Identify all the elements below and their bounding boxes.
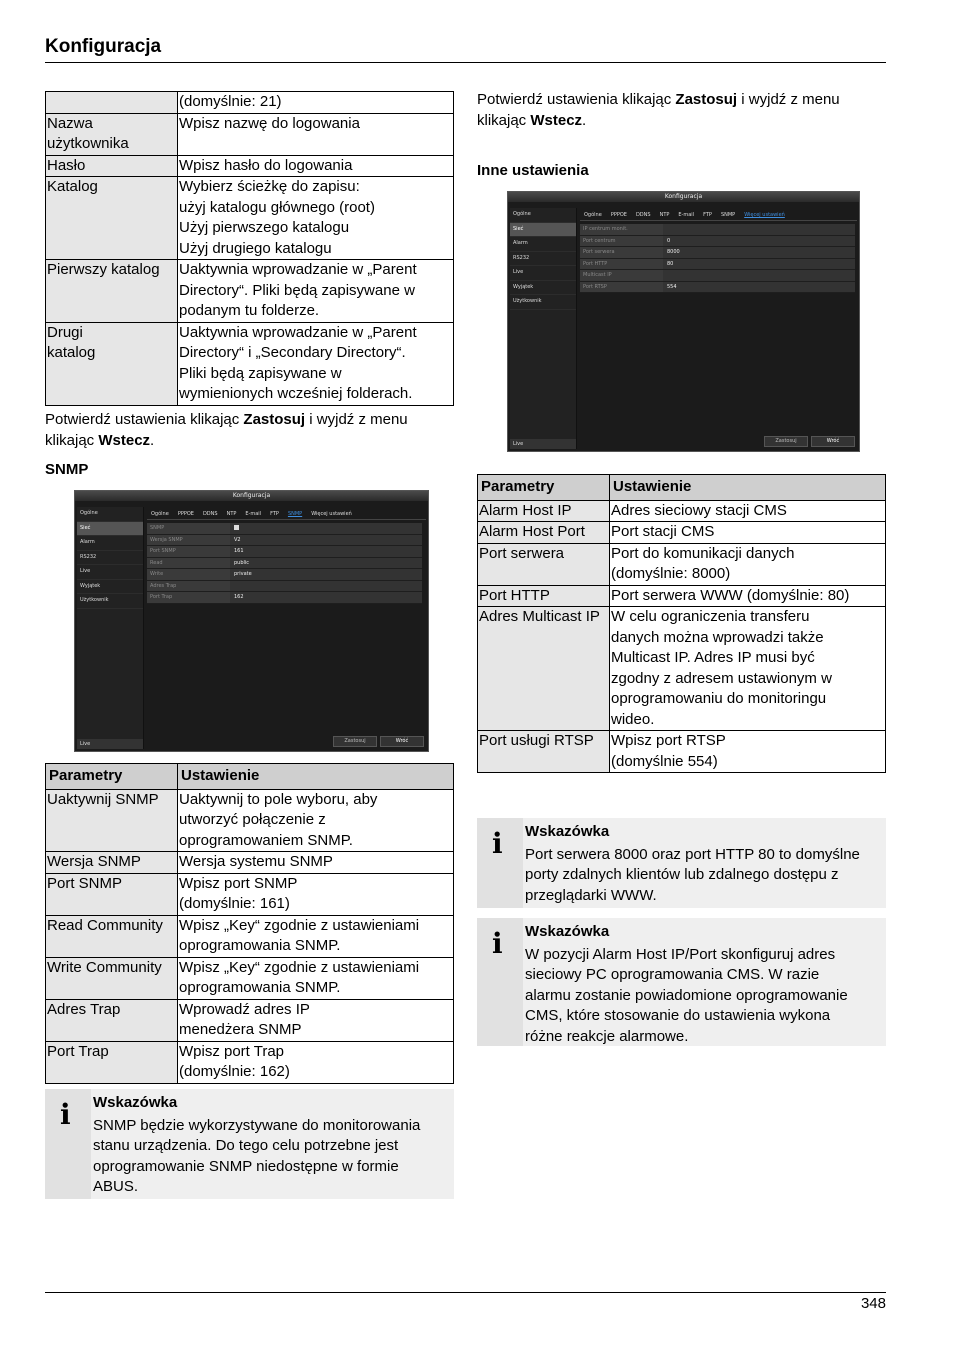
cell-line: Wpisz nazwę do logowania (179, 114, 360, 132)
tab-item[interactable]: E-mail (678, 212, 695, 218)
settings-value[interactable]: 554 (663, 282, 855, 293)
cell-line: Wpisz port SNMP (179, 874, 298, 892)
note-text-line: stanu urządzenia. Do tego celu potrzebne jest (93, 1137, 399, 1154)
tab-item[interactable]: NTP (226, 511, 237, 517)
cell-line: wideo. (611, 710, 655, 728)
screen-tabs (147, 509, 426, 520)
cell-line: Directory“. Pliki będą zapisywane w (179, 281, 415, 299)
cell-line: Wersja SNMP (47, 853, 141, 870)
settings-label: Port SNMP (147, 546, 230, 557)
note-snmp (45, 1089, 454, 1199)
settings-value[interactable]: 162 (230, 592, 422, 603)
setting-cell (610, 522, 886, 544)
table-row (46, 999, 454, 1041)
cell-line: Wpisz „Key“ zgodnie z ustawieniami (179, 916, 420, 934)
cell-line: Port serwera WWW (domyślnie: 80) (611, 586, 850, 604)
cell-line: Wprowadź adres IP (179, 1000, 310, 1018)
cell-line: (domyślnie: 162) (179, 1063, 290, 1080)
parameter-cell (46, 957, 178, 999)
ftp-settings-table (45, 91, 454, 406)
parameter-cell (46, 177, 178, 260)
note-text-line: CMS, które stosowanie do ustawienia wykona (525, 1007, 831, 1024)
note-title: Wskazówka (525, 923, 610, 940)
table-row (46, 113, 454, 155)
setting-cell (178, 260, 454, 323)
table-row (478, 607, 886, 731)
parameter-cell (46, 915, 178, 957)
parameter-cell (46, 322, 178, 405)
settings-value[interactable]: 80 (663, 259, 855, 270)
parameter-cell (478, 585, 610, 607)
cell-line: Port HTTP (479, 586, 550, 604)
settings-rows (580, 224, 855, 293)
parameter-cell (478, 522, 610, 544)
settings-row (580, 236, 855, 248)
tab-item[interactable]: SNMP (287, 511, 303, 517)
screen-sidebar (510, 208, 577, 449)
cell-line: Użyj drugiego katalogu (179, 239, 332, 257)
setting-cell (610, 500, 886, 522)
cell-line: Alarm Host IP (479, 501, 572, 519)
settings-label: IP centrum monit. (580, 224, 663, 235)
info-icon: i (492, 927, 503, 960)
settings-label: Port centrum (580, 236, 663, 247)
note-text-line: oprogramowanie SNMP niedostępne w formie (93, 1157, 399, 1175)
setting-cell (178, 177, 454, 260)
other-settings-screenshot (507, 191, 860, 452)
parameter-cell (46, 155, 178, 177)
table-row (46, 873, 454, 915)
cell-line: Port serwera (479, 544, 565, 562)
table-row (46, 1041, 454, 1083)
cell-line: wymienionych wcześniej folderach. (179, 385, 413, 402)
cell-line: zgodny z adresem ustawionym w (611, 669, 832, 687)
sidebar-live-button[interactable]: Live (510, 439, 576, 449)
note-text-line: alarmu zostanie powiadomione oprogramowanie (525, 986, 848, 1004)
cell-line: oprogramowania SNMP. (179, 937, 341, 954)
settings-row (147, 569, 422, 581)
settings-value[interactable]: 161 (230, 546, 422, 557)
screen-sidebar (77, 507, 144, 749)
sidebar-live-button[interactable]: Live (77, 739, 143, 749)
settings-row (147, 523, 422, 535)
cell-line: W celu ograniczenia transferu (611, 608, 810, 625)
settings-value[interactable]: V2 (230, 535, 422, 546)
settings-row (147, 581, 422, 593)
table-row (478, 522, 886, 544)
table-row (46, 915, 454, 957)
cell-line: Wpisz port Trap (179, 1042, 285, 1060)
tab-item[interactable]: PPPOE (177, 511, 194, 517)
note-title: Wskazówka (93, 1094, 178, 1111)
sidebar-item[interactable]: Live (510, 266, 576, 281)
back-button[interactable]: Wróć (811, 436, 855, 447)
cell-line: katalog (47, 344, 96, 361)
settings-row (580, 224, 855, 236)
settings-value[interactable]: 8000 (663, 247, 855, 258)
parameter-cell (46, 260, 178, 323)
info-icon: i (492, 827, 503, 860)
parameter-cell (46, 789, 178, 852)
cell-line: (domyślnie: 8000) (611, 565, 731, 582)
cell-line: Port SNMP (47, 874, 123, 892)
cell-line: Pliki będą zapisywane w (179, 364, 342, 382)
settings-label: Port HTTP (580, 259, 663, 270)
setting-cell (178, 789, 454, 852)
tab-item[interactable]: Więcej ustawień (744, 212, 785, 218)
note-alarm-host (477, 918, 886, 1046)
cell-line: Adres Multicast IP (479, 608, 600, 625)
settings-label: Port serwera (580, 247, 663, 258)
other-parameters-table (477, 474, 886, 773)
cell-line: Użyj pierwszego katalogu (179, 219, 350, 236)
sidebar-item[interactable]: Alarm (510, 237, 576, 252)
sidebar-item[interactable]: RS232 (510, 252, 576, 267)
cell-line: Directory“ i „Secondary Directory“. (179, 344, 406, 361)
note-text-line: ABUS. (93, 1178, 139, 1195)
cell-line: Adres Trap (47, 1000, 121, 1018)
parameter-cell (478, 731, 610, 773)
table-row (478, 543, 886, 585)
settings-value[interactable]: 0 (663, 236, 855, 247)
cell-line: danych można wprowadzi także (611, 628, 824, 646)
table-row (46, 322, 454, 405)
table-row (46, 852, 454, 874)
apply-button[interactable]: Zastosuj (764, 436, 808, 447)
cell-line: Read Community (47, 916, 163, 934)
settings-label: Read (147, 558, 230, 569)
page-number: 348 (860, 1295, 886, 1312)
tab-item[interactable]: Ogólne (151, 511, 169, 517)
note-text-line: porty zdalnych klientów lub zdalnego dostępu z (525, 866, 839, 883)
column-header-setting: Ustawienie (178, 764, 454, 790)
parameter-cell (46, 1041, 178, 1083)
setting-cell (610, 607, 886, 731)
screen-title: Konfiguracja (508, 192, 859, 202)
cell-line: użytkownika (47, 135, 129, 152)
settings-row (147, 546, 422, 558)
cell-line: Port stacji CMS (611, 523, 715, 540)
snmp-enable-checkbox[interactable] (234, 525, 239, 530)
table-row (478, 731, 886, 773)
note-text-line: W pozycji Alarm Host IP/Port skonfiguruj adres (525, 945, 836, 963)
cell-line: Uaktywnij SNMP (47, 790, 159, 808)
cell-line: Port Trap (47, 1042, 109, 1060)
cell-line: Alarm Host Port (479, 523, 585, 540)
settings-row (580, 270, 855, 282)
footer-rule (45, 1292, 886, 1293)
cell-line: użyj katalogu głównego (root) (179, 198, 375, 216)
sidebar-item[interactable]: Użytkownik (77, 594, 143, 609)
cell-line: Multicast IP. Adres IP musi być (611, 649, 815, 666)
parameter-cell (478, 607, 610, 731)
settings-label: Port Trap (147, 592, 230, 603)
setting-cell (178, 852, 454, 874)
screen-tabs (580, 210, 857, 221)
cell-line: oprogramowania SNMP. (179, 979, 341, 996)
setting-cell (178, 915, 454, 957)
tab-item[interactable]: DDNS (635, 212, 651, 218)
cell-line: (domyślnie: 161) (179, 895, 290, 912)
settings-value[interactable]: public (230, 558, 422, 569)
parameter-cell (46, 873, 178, 915)
cell-line: (domyślnie 554) (611, 752, 718, 770)
settings-row (147, 592, 422, 604)
confirm-text-right: Potwierdź ustawienia klikając Zastosuj i wyjdź z menu klikając Wstecz. (477, 91, 840, 129)
cell-line: menedżera SNMP (179, 1021, 302, 1038)
cell-line: podanym tu folderze. (179, 302, 320, 319)
settings-label: SNMP (147, 523, 230, 534)
cell-line: Adres sieciowy stacji CMS (611, 501, 787, 519)
cell-line: Wybierz ścieżkę do zapisu: (179, 178, 360, 195)
tab-item[interactable]: E-mail (245, 511, 262, 517)
note-text-line: sieciowy PC oprogramowania CMS. W razie (525, 966, 820, 983)
tab-item[interactable]: PPPOE (610, 212, 627, 218)
setting-cell (178, 92, 454, 114)
tab-item[interactable]: Ogólne (584, 212, 602, 218)
settings-row (147, 535, 422, 547)
cell-line: Port do komunikacji danych (611, 544, 795, 562)
sidebar-item[interactable]: Użytkownik (510, 295, 576, 310)
cell-line: Hasło (47, 156, 86, 174)
table-row (46, 177, 454, 260)
parameter-cell (478, 543, 610, 585)
setting-cell (178, 873, 454, 915)
sidebar-item[interactable]: Wyjątek (510, 281, 576, 296)
tab-item[interactable]: FTP (703, 212, 712, 218)
sidebar-item[interactable]: Live (77, 565, 143, 580)
setting-cell (178, 322, 454, 405)
cell-line: oprogramowaniem SNMP. (179, 831, 353, 849)
parameter-cell (46, 852, 178, 874)
settings-row (580, 282, 855, 294)
cell-line: Port usługi RTSP (479, 732, 594, 749)
sidebar-item[interactable]: Wyjątek (77, 580, 143, 595)
column-header-setting: Ustawienie (610, 475, 886, 501)
cell-line (47, 92, 176, 113)
settings-value[interactable] (230, 523, 422, 534)
settings-value[interactable]: private (230, 569, 422, 580)
setting-cell (178, 957, 454, 999)
sidebar-item[interactable]: Sieć (77, 522, 143, 537)
table-row (478, 500, 886, 522)
note-text-line: różne reakcje alarmowe. (525, 1027, 689, 1045)
table-row (46, 789, 454, 852)
settings-label: Multicast IP (580, 270, 663, 281)
snmp-heading: SNMP (45, 461, 89, 478)
table-row (46, 92, 454, 114)
setting-cell (178, 1041, 454, 1083)
cell-line: Katalog (47, 178, 98, 195)
cell-line: Uaktywnia wprowadzanie w „Parent (179, 261, 417, 278)
cell-line: Drugi (47, 323, 83, 341)
note-text-line: przeglądarki WWW. (525, 886, 657, 904)
cell-line: Wpisz hasło do logowania (179, 156, 353, 174)
setting-cell (178, 155, 454, 177)
settings-row (580, 247, 855, 259)
cell-line: (domyślnie: 21) (179, 93, 282, 110)
column-header-parameters: Parametry (478, 475, 610, 501)
column-header-parameters: Parametry (46, 764, 178, 790)
sidebar-item[interactable]: Alarm (77, 536, 143, 551)
tab-item[interactable]: SNMP (720, 212, 736, 218)
note-title: Wskazówka (525, 823, 610, 840)
cell-line: Wersja systemu SNMP (179, 853, 333, 870)
settings-row (580, 259, 855, 271)
settings-value[interactable] (230, 581, 422, 592)
table-row (46, 957, 454, 999)
settings-label: Adres Trap (147, 581, 230, 592)
cell-line: Wpisz port RTSP (611, 732, 726, 749)
parameter-cell (46, 999, 178, 1041)
parameter-cell (46, 113, 178, 155)
cell-line: oprogramowaniu do monitoringu (611, 690, 827, 707)
setting-cell (610, 731, 886, 773)
note-ports (477, 818, 886, 908)
tab-item[interactable]: NTP (659, 212, 670, 218)
snmp-config-screenshot (74, 490, 429, 752)
settings-row (147, 558, 422, 570)
cell-line: Uaktywnij to pole wyboru, aby (179, 790, 378, 808)
page-header-title: Konfiguracja (45, 36, 162, 57)
setting-cell (610, 543, 886, 585)
cell-line: Pierwszy katalog (47, 261, 160, 278)
tab-item[interactable]: DDNS (202, 511, 218, 517)
table-row (478, 585, 886, 607)
header-rule (45, 62, 886, 63)
screen-buttons (764, 436, 855, 447)
snmp-parameters-table (45, 763, 454, 1084)
table-row (46, 260, 454, 323)
setting-cell (178, 113, 454, 155)
tab-item[interactable]: Więcej ustawień (311, 511, 352, 517)
apply-button[interactable]: Zastosuj (333, 736, 377, 747)
sidebar-item[interactable]: RS232 (77, 551, 143, 566)
cell-line: Write Community (47, 958, 162, 976)
other-settings-heading: Inne ustawienia (477, 162, 589, 179)
setting-cell (610, 585, 886, 607)
cell-line: Uaktywnia wprowadzanie w „Parent (179, 323, 417, 341)
cell-line: utworzyć połączenie z (179, 811, 326, 828)
settings-rows (147, 523, 422, 604)
settings-label: Wersja SNMP (147, 535, 230, 546)
cell-line: Nazwa (47, 114, 93, 132)
table-row (46, 155, 454, 177)
sidebar-item[interactable]: Sieć (510, 223, 576, 238)
note-text-line: Port serwera 8000 oraz port HTTP 80 to domyślne (525, 845, 860, 863)
setting-cell (178, 999, 454, 1041)
parameter-cell (46, 92, 178, 114)
confirm-text-left: Potwierdź ustawienia klikając Zastosuj i wyjdź z menu klikając Wstecz. (45, 411, 408, 449)
screen-buttons (333, 736, 424, 747)
info-icon: i (60, 1098, 71, 1131)
sidebar-item[interactable]: Ogólne (77, 507, 143, 522)
cell-line: Wpisz „Key“ zgodnie z ustawieniami (179, 958, 420, 976)
note-text-line: SNMP będzie wykorzystywane do monitorowania (93, 1116, 421, 1134)
tab-item[interactable]: FTP (270, 511, 279, 517)
screen-title: Konfiguracja (75, 491, 428, 501)
back-button[interactable]: Wróć (380, 736, 424, 747)
settings-value[interactable] (663, 224, 855, 235)
settings-label: Port RTSP (580, 282, 663, 293)
sidebar-item[interactable]: Ogólne (510, 208, 576, 223)
parameter-cell (478, 500, 610, 522)
settings-value[interactable] (663, 270, 855, 281)
settings-label: Write (147, 569, 230, 580)
